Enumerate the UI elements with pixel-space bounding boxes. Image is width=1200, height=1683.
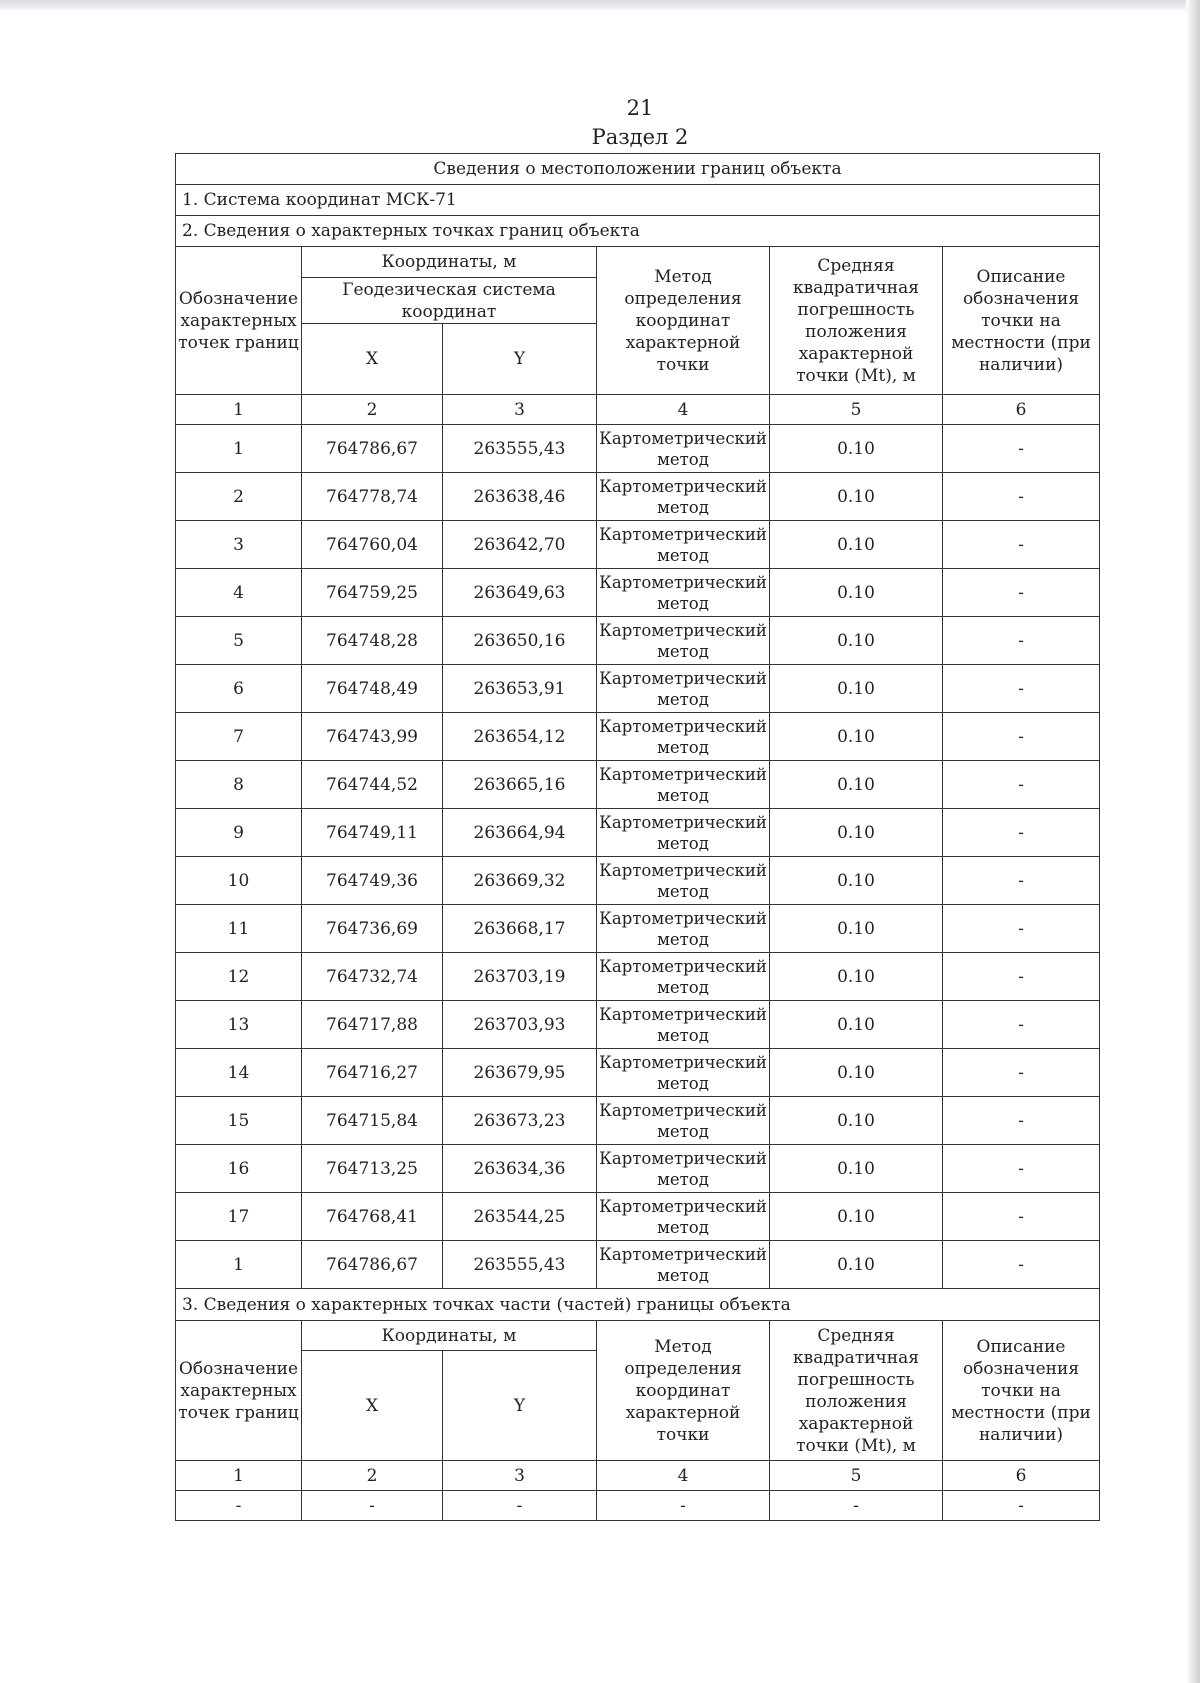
table-row xyxy=(176,569,1100,617)
page-number: 21 xyxy=(626,96,654,120)
table-title: Сведения о местоположении границ объекта xyxy=(176,154,1100,185)
method: Картометрический метод xyxy=(597,1145,770,1193)
method: Картометрический метод xyxy=(597,953,770,1001)
coord-y: 263555,43 xyxy=(443,1241,597,1289)
coord-x: 764736,69 xyxy=(302,905,443,953)
description: - xyxy=(943,569,1100,617)
method: Картометрический метод xyxy=(597,761,770,809)
point-id: 2 xyxy=(176,473,302,521)
point-id: 15 xyxy=(176,1097,302,1145)
coord-x: 764748,28 xyxy=(302,617,443,665)
method: - xyxy=(597,1491,770,1521)
description: - xyxy=(943,1049,1100,1097)
coord-y: 263649,63 xyxy=(443,569,597,617)
point-id: 1 xyxy=(176,425,302,473)
table-row xyxy=(176,1097,1100,1145)
coord-x: 764743,99 xyxy=(302,713,443,761)
error: 0.10 xyxy=(770,1241,943,1289)
coord-x: 764717,88 xyxy=(302,1001,443,1049)
table-row xyxy=(176,665,1100,713)
coord-x: 764732,74 xyxy=(302,953,443,1001)
column-number: 5 xyxy=(770,395,943,425)
error: 0.10 xyxy=(770,665,943,713)
coord-x: 764715,84 xyxy=(302,1097,443,1145)
column-number: 2 xyxy=(302,1461,443,1491)
header-coords: Координаты, м xyxy=(302,1321,597,1351)
point-id: 12 xyxy=(176,953,302,1001)
header-x: X xyxy=(302,1351,443,1461)
table-row xyxy=(176,473,1100,521)
method: Картометрический метод xyxy=(597,425,770,473)
coord-y: 263703,19 xyxy=(443,953,597,1001)
error: 0.10 xyxy=(770,617,943,665)
column-number: 4 xyxy=(597,1461,770,1491)
error: 0.10 xyxy=(770,1193,943,1241)
coord-y: 263634,36 xyxy=(443,1145,597,1193)
coord-y: 263544,25 xyxy=(443,1193,597,1241)
column-number: 6 xyxy=(943,395,1100,425)
point-id: 14 xyxy=(176,1049,302,1097)
method: Картометрический метод xyxy=(597,521,770,569)
description: - xyxy=(943,473,1100,521)
method: Картометрический метод xyxy=(597,665,770,713)
method: Картометрический метод xyxy=(597,905,770,953)
header-description: Описание обозначения точки на местности (при наличии) xyxy=(943,1321,1100,1461)
table-row xyxy=(176,1001,1100,1049)
point-id: 4 xyxy=(176,569,302,617)
point-id: 8 xyxy=(176,761,302,809)
description: - xyxy=(943,953,1100,1001)
error: 0.10 xyxy=(770,905,943,953)
description: - xyxy=(943,857,1100,905)
point-id: 16 xyxy=(176,1145,302,1193)
error: 0.10 xyxy=(770,1145,943,1193)
column-number: 1 xyxy=(176,395,302,425)
coord-y: 263654,12 xyxy=(443,713,597,761)
header-error: Средняя квадратичная погрешность положения характерной точки (Mt), м xyxy=(770,1321,943,1461)
method: Картометрический метод xyxy=(597,473,770,521)
description: - xyxy=(943,905,1100,953)
column-number: 4 xyxy=(597,395,770,425)
coord-y: 263669,32 xyxy=(443,857,597,905)
coord-y: - xyxy=(443,1491,597,1521)
description: - xyxy=(943,809,1100,857)
error: 0.10 xyxy=(770,473,943,521)
column-number: 3 xyxy=(443,1461,597,1491)
point-id: 7 xyxy=(176,713,302,761)
scan-top-edge xyxy=(0,0,1200,10)
section-title: Раздел 2 xyxy=(591,125,689,149)
coord-y: 263668,17 xyxy=(443,905,597,953)
coord-x: 764713,25 xyxy=(302,1145,443,1193)
point-id: 5 xyxy=(176,617,302,665)
description: - xyxy=(943,1491,1100,1521)
header-y: Y xyxy=(443,1351,597,1461)
table-row xyxy=(176,857,1100,905)
coord-x: 764744,52 xyxy=(302,761,443,809)
error: 0.10 xyxy=(770,1049,943,1097)
description: - xyxy=(943,617,1100,665)
table-row xyxy=(176,713,1100,761)
method: Картометрический метод xyxy=(597,713,770,761)
header-method: Метод определения координат характерной точки xyxy=(597,247,770,395)
coord-x: 764760,04 xyxy=(302,521,443,569)
header-method: Метод определения координат характерной точки xyxy=(597,1321,770,1461)
table-row xyxy=(176,809,1100,857)
coord-y: 263638,46 xyxy=(443,473,597,521)
point-id: 1 xyxy=(176,1241,302,1289)
coord-x: 764749,36 xyxy=(302,857,443,905)
header-error: Средняя квадратичная погрешность положения характерной точки (Mt), м xyxy=(770,247,943,395)
column-number: 5 xyxy=(770,1461,943,1491)
header-designation: Обозначение характерных точек границ xyxy=(176,247,302,395)
error: 0.10 xyxy=(770,809,943,857)
coord-x: 764748,49 xyxy=(302,665,443,713)
point-id: 9 xyxy=(176,809,302,857)
error: 0.10 xyxy=(770,425,943,473)
coord-x: 764778,74 xyxy=(302,473,443,521)
coord-y: 263650,16 xyxy=(443,617,597,665)
coord-x: 764716,27 xyxy=(302,1049,443,1097)
boundary-table xyxy=(175,153,1100,1521)
table-row xyxy=(176,1241,1100,1289)
method: Картометрический метод xyxy=(597,569,770,617)
coord-system: 1. Система координат МСК-71 xyxy=(176,185,1100,216)
coord-y: 263664,94 xyxy=(443,809,597,857)
error: 0.10 xyxy=(770,953,943,1001)
point-id: 10 xyxy=(176,857,302,905)
point-id: 6 xyxy=(176,665,302,713)
table-row xyxy=(176,1049,1100,1097)
table-row xyxy=(176,953,1100,1001)
coord-x: 764749,11 xyxy=(302,809,443,857)
method: Картометрический метод xyxy=(597,1193,770,1241)
part2-title: 2. Сведения о характерных точках границ объекта xyxy=(176,216,1100,247)
point-id: - xyxy=(176,1491,302,1521)
column-number: 1 xyxy=(176,1461,302,1491)
coord-y: 263665,16 xyxy=(443,761,597,809)
header-geo-system: Геодезическая система координат xyxy=(302,278,597,324)
error: 0.10 xyxy=(770,713,943,761)
table-row xyxy=(176,1491,1100,1521)
point-id: 3 xyxy=(176,521,302,569)
point-id: 17 xyxy=(176,1193,302,1241)
error: 0.10 xyxy=(770,857,943,905)
coord-y: 263679,95 xyxy=(443,1049,597,1097)
method: Картометрический метод xyxy=(597,809,770,857)
method: Картометрический метод xyxy=(597,1049,770,1097)
column-number: 3 xyxy=(443,395,597,425)
error: 0.10 xyxy=(770,569,943,617)
header-designation: Обозначение характерных точек границ xyxy=(176,1321,302,1461)
column-number: 6 xyxy=(943,1461,1100,1491)
table-row xyxy=(176,1145,1100,1193)
error: 0.10 xyxy=(770,1001,943,1049)
method: Картометрический метод xyxy=(597,1001,770,1049)
description: - xyxy=(943,1097,1100,1145)
method: Картометрический метод xyxy=(597,1241,770,1289)
table-row xyxy=(176,905,1100,953)
coord-x: - xyxy=(302,1491,443,1521)
description: - xyxy=(943,1193,1100,1241)
column-number: 2 xyxy=(302,395,443,425)
coord-y: 263673,23 xyxy=(443,1097,597,1145)
header-coords: Координаты, м xyxy=(302,247,597,278)
table-row xyxy=(176,1193,1100,1241)
coord-x: 764786,67 xyxy=(302,1241,443,1289)
table-row xyxy=(176,425,1100,473)
header-y: Y xyxy=(443,324,597,395)
table-row xyxy=(176,617,1100,665)
error: 0.10 xyxy=(770,761,943,809)
coord-x: 764759,25 xyxy=(302,569,443,617)
method: Картометрический метод xyxy=(597,857,770,905)
description: - xyxy=(943,425,1100,473)
method: Картометрический метод xyxy=(597,617,770,665)
error: - xyxy=(770,1491,943,1521)
header-x: X xyxy=(302,324,443,395)
description: - xyxy=(943,1241,1100,1289)
point-id: 11 xyxy=(176,905,302,953)
header-description: Описание обозначения точки на местности (при наличии) xyxy=(943,247,1100,395)
table-row xyxy=(176,761,1100,809)
part3-title: 3. Сведения о характерных точках части (частей) границы объекта xyxy=(176,1289,1100,1321)
point-id: 13 xyxy=(176,1001,302,1049)
description: - xyxy=(943,521,1100,569)
error: 0.10 xyxy=(770,1097,943,1145)
coord-y: 263642,70 xyxy=(443,521,597,569)
description: - xyxy=(943,665,1100,713)
error: 0.10 xyxy=(770,521,943,569)
coord-x: 764768,41 xyxy=(302,1193,443,1241)
description: - xyxy=(943,761,1100,809)
coord-y: 263703,93 xyxy=(443,1001,597,1049)
method: Картометрический метод xyxy=(597,1097,770,1145)
table-row xyxy=(176,521,1100,569)
coord-x: 764786,67 xyxy=(302,425,443,473)
coord-y: 263653,91 xyxy=(443,665,597,713)
description: - xyxy=(943,1001,1100,1049)
description: - xyxy=(943,1145,1100,1193)
description: - xyxy=(943,713,1100,761)
scan-right-edge xyxy=(1186,0,1200,1683)
coord-y: 263555,43 xyxy=(443,425,597,473)
